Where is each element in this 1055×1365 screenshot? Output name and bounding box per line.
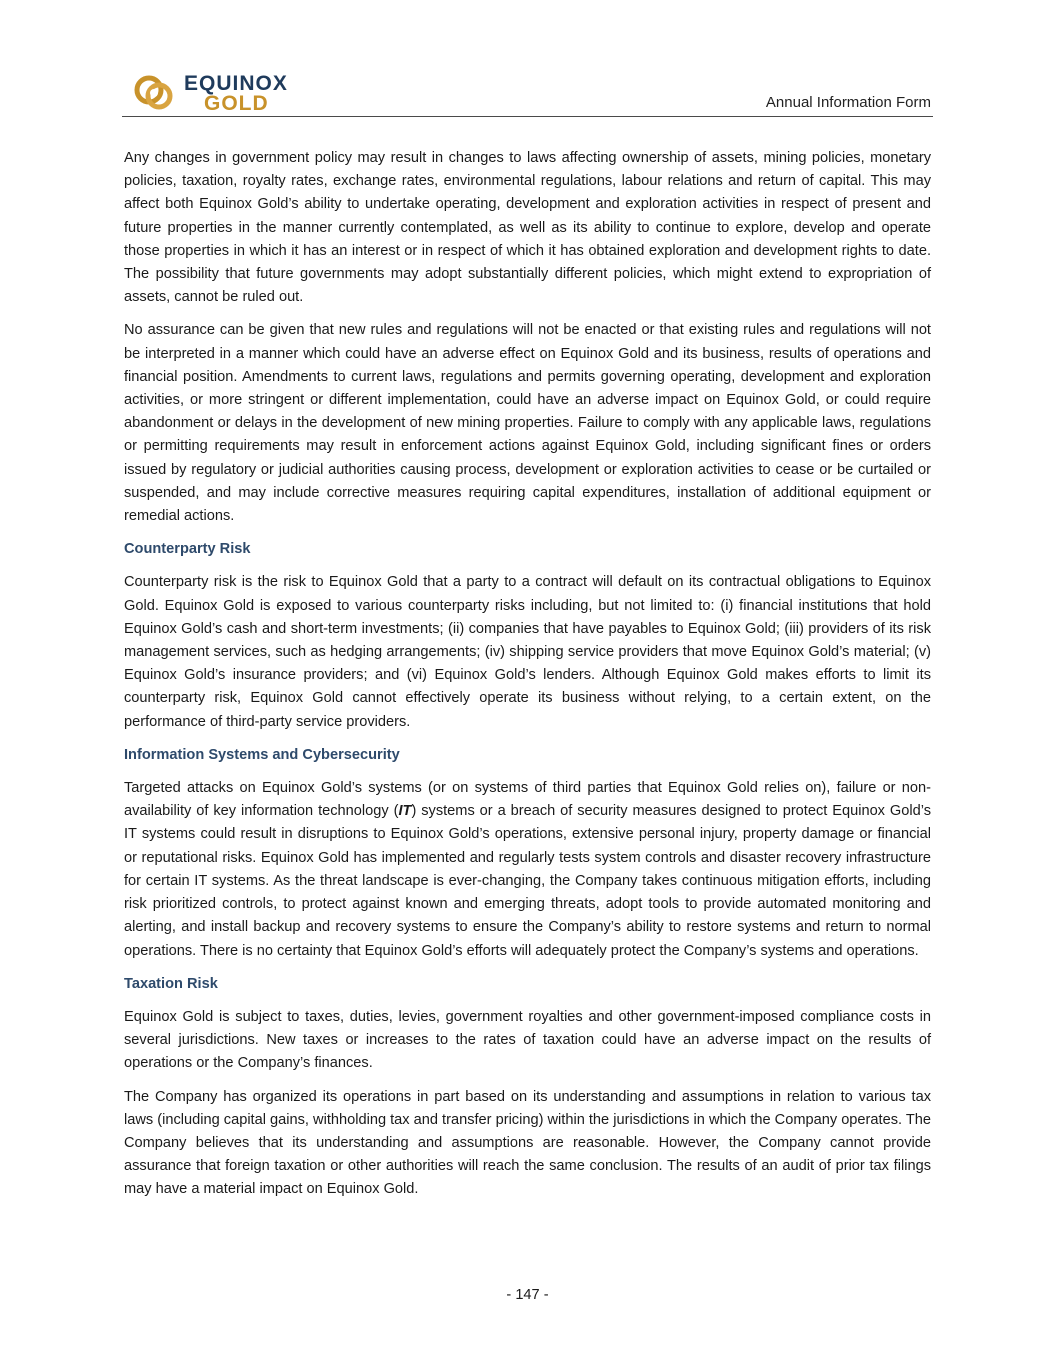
document-title: Annual Information Form [765,94,931,111]
paragraph-counterparty-risk: Counterparty risk is the risk to Equinox Gold that a party to a contract will default on its contractual obligations to Equinox Gold. Equinox Gold is exposed to various counterparty risks including, but not limited to: (i) financial institutions that hold Equinox Gold’s cash and short-term investments; (ii) companies that have payables to Equinox Gold; (iii) providers of its risk management services, such as hedging arrangements; (iv) shipping service providers that move Equinox Gold’s material; (v) Equinox Gold’s insurance providers; and (vi) Equinox Gold’s lenders. Although Equinox Gold makes efforts to limit its counterparty risk, Equinox Gold cannot effectively operate its business without relying, to a certain extent, on the performance of third-party service providers. [124,574,931,730]
company-logo [132,70,302,114]
defined-term-it: IT [398,803,412,820]
paragraph-information-systems-part2: ) systems or a breach of security measures designed to protect Equinox Gold’s IT systems could result in disruptions to Equinox Gold’s operations, extensive personal injury, property damage or financial or reputational risks. Equinox Gold has implemented and regularly tests system controls and disaster recovery infrastructure for certain IT systems. As the threat landscape is ever-changing, the Company takes continuous mitigation efforts, including risk prioritized controls, to protect against known and emerging threats, adopt tools to provide automated monitoring and alerting, and install backup and recovery systems to ensure the Company’s ability to restore systems and return to normal operations. There is no certainty that Equinox Gold’s efforts will adequately protect the Company’s systems and operations. [124,803,931,959]
equinox-logo-icon [132,70,178,114]
page-number: - 147 - [506,1287,549,1303]
page-header [122,68,933,117]
paragraph-taxation-2: The Company has organized its operations in part based on its understanding and assumptions in relation to various tax laws (including capital gains, withholding tax and transfer pricing) within the jurisdictions in which the Company operates. The Company believes that its understanding and assumptions are reasonable. However, the Company cannot provide assurance that foreign taxation or other authorities will reach the same conclusion. The results of an audit of prior tax filings may have a material impact on Equinox Gold. [124,1088,931,1198]
logo-text-gold: GOLD [204,92,269,115]
paragraph-regulations: No assurance can be given that new rules and regulations will not be enacted or that existing rules and regulations will not be interpreted in a manner which could have an adverse effect on Equinox Gold and its business, results of operations and financial position. Amendments to current laws, regulations and permits governing operating, development and exploration activities, or more stringent or different implementation, could have an adverse impact on Equinox Gold, or could require abandonment or delays in the development of new mining properties. Failure to comply with any applicable laws, regulations or permitting requirements may result in enforcement actions against Equinox Gold, including significant fines or orders issued by regulatory or judicial authorities causing process, development or exploration activities to cease or be curtailed or suspended, and may include corrective measures requiring capital expenditures, installation of additional equipment or remedial actions. [124,322,931,525]
heading-taxation-risk: Taxation Risk [124,975,218,992]
paragraph-government-policy: Any changes in government policy may result in changes to laws affecting ownership of assets, mining policies, monetary policies, taxation, royalty rates, exchange rates, environmental regulations, labour relations and return of capital. This may affect both Equinox Gold’s ability to undertake operating, development and exploration activities in respect of present and future properties in the manner currently contemplated, as well as its ability to continue to explore, develop and operate those properties in which it has an interest or in respect of which it has obtained exploration and development rights to date. The possibility that future governments may adopt substantially different policies, which might extend to expropriation of assets, cannot be ruled out. [124,150,931,306]
heading-counterparty-risk: Counterparty Risk [124,541,251,558]
paragraph-information-systems-part1: Targeted attacks on Equinox Gold’s systems (or on systems of third parties that Equinox Gold relies on), failure or non-availability of key information technology ( [124,780,931,820]
heading-information-systems: Information Systems and Cybersecurity [124,746,400,763]
paragraph-taxation-1: Equinox Gold is subject to taxes, duties, levies, government royalties and other government-imposed compliance costs in several jurisdictions. New taxes or increases to the rates of taxation could have an adverse impact on the results of operations or the Company’s finances. [124,1008,931,1072]
paragraph-information-systems [124,777,931,963]
logo-text-equinox: EQUINOX [184,72,288,95]
document-body [124,147,931,1212]
